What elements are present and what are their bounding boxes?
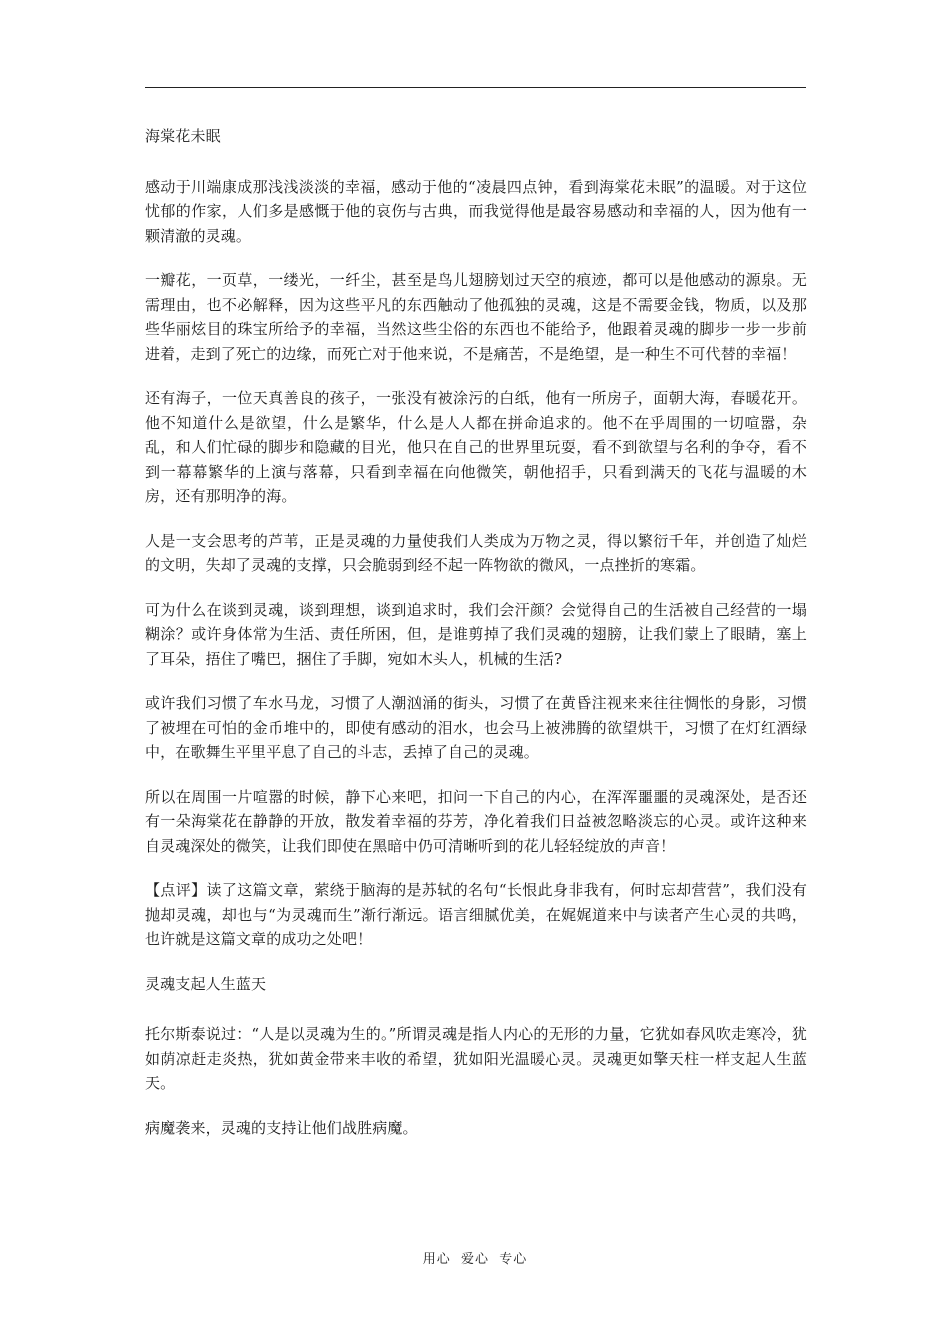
body-paragraph: 所以在周围一片喧嚣的时候，静下心来吧，扣问一下自己的内心，在浑浑噩噩的灵魂深处，是否还有一朵海棠花在静静的开放，散发着幸福的芬芳，净化着我们日益被忽略淡忘的心灵。或许这种来自灵魂深处的微笑，让我们即使在黑暗中仍可清晰听到的花儿轻轻绽放的声音！ <box>145 787 807 855</box>
document-body <box>145 124 807 1160</box>
page-footer: 用心 爱心 专心 <box>422 1252 528 1267</box>
body-paragraph: 托尔斯泰说过：“人是以灵魂为生的。”所谓灵魂是指人内心的无形的力量，它犹如春风吹走寒冷，犹如荫凉赶走炎热，犹如黄金带来丰收的希望，犹如阳光温暖心灵。灵魂更如擎天柱一样支起人生蓝天。 <box>145 1025 807 1092</box>
body-paragraph: 或许我们习惯了车水马龙，习惯了人潮汹涌的街头，习惯了在黄昏注视来来往往惆怅的身影，习惯了被埋在可怕的金币堆中的，即使有感动的泪水，也会马上被沸腾的欲望烘干，习惯了在灯红酒绿中，在歌舞生平里平息了自己的斗志，丢掉了自己的灵魂。 <box>145 694 807 761</box>
body-paragraph: 感动于川端康成那浅浅淡淡的幸福，感动于他的“凌晨四点钟，看到海棠花未眠”的温暖。对于这位忧郁的作家，人们多是感慨于他的哀伤与古典，而我觉得他是最容易感动和幸福的人，因为他有一颗清澈的灵魂。 <box>145 177 807 245</box>
body-paragraph: 一瓣花，一页草，一缕光，一纤尘，甚至是鸟儿翅膀划过天空的痕迹，都可以是他感动的源泉。无需理由，也不必解释，因为这些平凡的东西触动了他孤独的灵魂，这是不需要金钱，物质，以及那些华丽炫目的珠宝所给予的幸福，当然这些尘俗的东西也不能给予，他跟着灵魂的脚步一步一步前进着，走到了死亡的边缘，而死亡对于他来说，不是痛苦，不是绝望，是一种生不可代替的幸福！ <box>145 271 807 363</box>
essay-title: 灵魂支起人生蓝天 <box>145 974 267 993</box>
header-rule <box>145 87 806 88</box>
commentary-paragraph: 【点评】读了这篇文章，萦绕于脑海的是苏轼的名句“长恨此身非我有，何时忘却营营”，我们没有抛却灵魂，却也与“为灵魂而生”渐行渐远。语言细腻优美，在娓娓道来中与读者产生心灵的共鸣，也许就是这篇文章的成功之处吧！ <box>145 881 807 948</box>
body-paragraph: 还有海子，一位天真善良的孩子，一张没有被涂污的白纸，他有一所房子，面朝大海，春暖花开。他不知道什么是欲望，什么是繁华，什么是人人都在拼命追求的。他不在乎周围的一切喧嚣，杂乱，和人们忙碌的脚步和隐藏的目光，他只在自己的世界里玩耍，看不到欲望与名利的争夺，看不到一幕幕繁华的上演与落幕，只看到幸福在向他微笑，朝他招手，只看到满天的飞花与温暖的木房，还有那明净的海。 <box>145 389 807 505</box>
essay-title: 海棠花未眠 <box>145 127 221 145</box>
body-paragraph: 可为什么在谈到灵魂，谈到理想，谈到追求时，我们会汗颜？会觉得自己的生活被自己经营的一塌糊涂？或许身体常为生活、责任所困，但，是谁剪掉了我们灵魂的翅膀，让我们蒙上了眼睛，塞上了耳朵，捂住了嘴巴，捆住了手脚，宛如木头人，机械的生活? <box>145 600 807 668</box>
body-paragraph: 病魔袭来，灵魂的支持让他们战胜病魔。 <box>145 1118 418 1137</box>
body-paragraph: 人是一支会思考的芦苇，正是灵魂的力量使我们人类成为万物之灵，得以繁衍千年，并创造了灿烂的文明，失却了灵魂的支撑，只会脆弱到经不起一阵物欲的微风，一点挫折的寒霜。 <box>145 531 807 574</box>
